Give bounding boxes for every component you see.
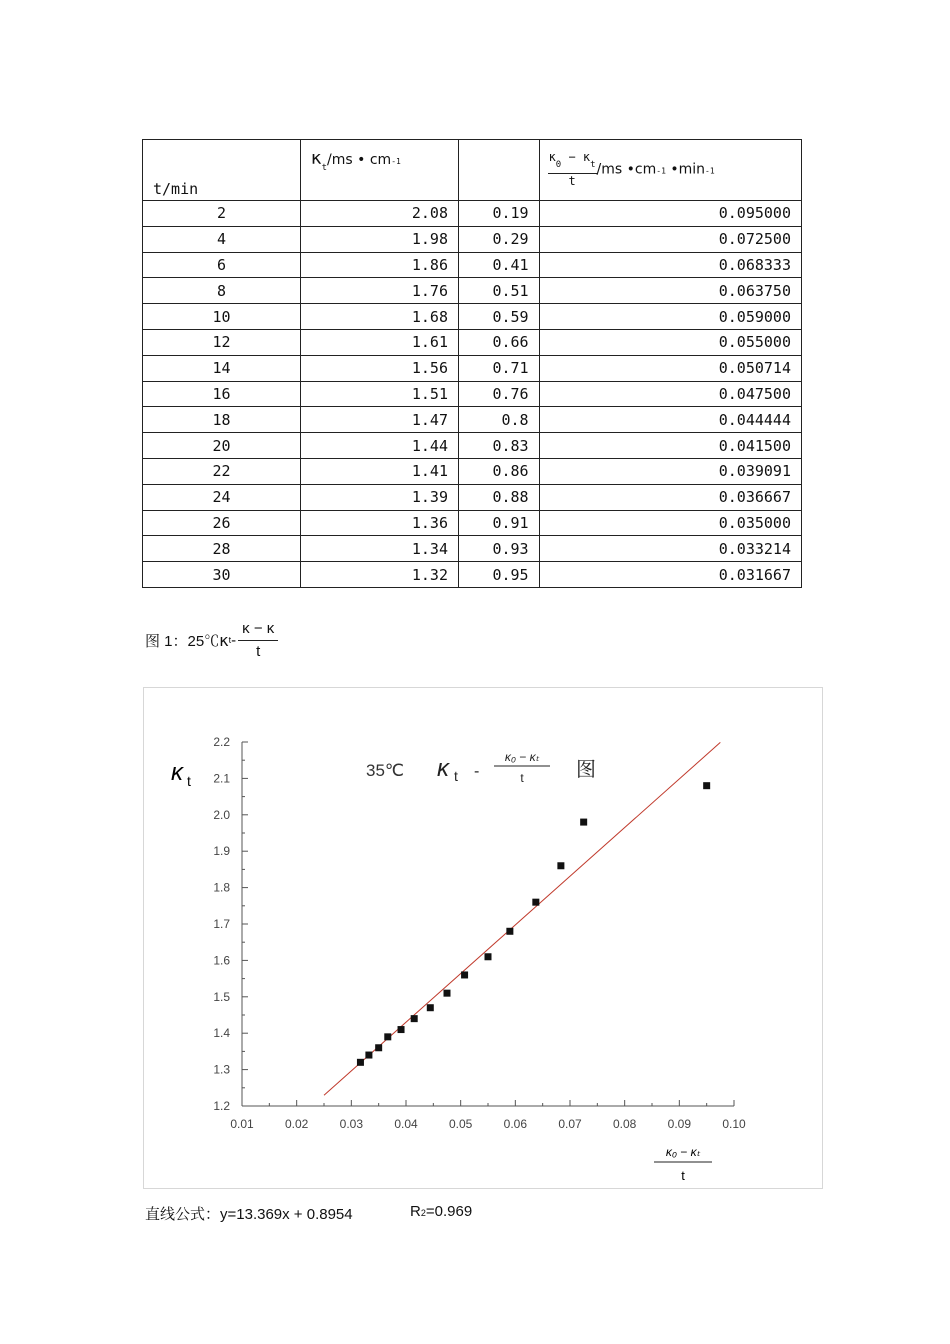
table-row [143,201,802,227]
x-tick-label: 0.09 [667,1117,692,1131]
data-points-group [357,782,710,1066]
table-row [143,278,802,304]
table-row [143,304,802,330]
cell-time: 14 [143,355,301,381]
cell-difference: 0.51 [459,278,540,304]
cell-difference: 0.66 [459,329,540,355]
cell-rate: 0.031667 [539,562,801,588]
header-time: t/min [143,140,301,201]
equation-line [145,1203,473,1224]
cell-rate: 0.059000 [539,304,801,330]
equation-text: 直线公式：y=13.369x + 0.8954 [145,1206,353,1223]
data-point [461,971,468,978]
cell-difference: 0.59 [459,304,540,330]
table-row [143,381,802,407]
cell-time: 18 [143,407,301,433]
cell-time: 6 [143,252,301,278]
data-table [142,139,802,588]
chart-title: 35℃ [366,761,405,780]
data-point [411,1015,418,1022]
data-point [375,1044,382,1051]
cell-rate: 0.035000 [539,510,801,536]
table-header-row [143,140,802,201]
cell-conductivity: 1.51 [301,381,459,407]
cell-time: 8 [143,278,301,304]
cell-conductivity: 1.98 [301,226,459,252]
caption-kappa: κ [219,630,229,650]
r-squared: R2=0.969 [410,1203,473,1220]
data-point [532,899,539,906]
cell-difference: 0.19 [459,201,540,227]
cell-rate: 0.041500 [539,433,801,459]
data-point [485,953,492,960]
table-row [143,510,802,536]
cell-difference: 0.83 [459,433,540,459]
cell-rate: 0.036667 [539,484,801,510]
x-tick-label: 0.08 [612,1117,637,1131]
table-row [143,407,802,433]
cell-difference: 0.71 [459,355,540,381]
cell-rate: 0.044444 [539,407,801,433]
y-axis-label-sub: t [187,773,191,789]
fit-line [324,742,720,1095]
x-tick-label: 0.05 [448,1117,473,1131]
cell-difference: 0.91 [459,510,540,536]
x-tick-label: 0.02 [284,1117,309,1131]
cell-difference: 0.41 [459,252,540,278]
x-axis-label-den: t [681,1168,685,1183]
cell-time: 16 [143,381,301,407]
cell-difference: 0.8 [459,407,540,433]
table-body [143,201,802,588]
x-tick-label: 0.10 [722,1117,746,1131]
cell-rate: 0.033214 [539,536,801,562]
table-row [143,536,802,562]
cell-rate: 0.063750 [539,278,801,304]
cell-rate: 0.072500 [539,226,801,252]
table-row [143,355,802,381]
cell-difference: 0.86 [459,458,540,484]
y-tick-label: 1.3 [213,1062,230,1077]
x-tick-label: 0.03 [339,1117,364,1131]
cell-conductivity: 1.86 [301,252,459,278]
table-row [143,458,802,484]
cell-difference: 0.95 [459,562,540,588]
y-tick-label: 1.7 [213,917,230,931]
y-tick-label: 2.2 [213,735,230,749]
cell-conductivity: 1.47 [301,407,459,433]
cell-time: 4 [143,226,301,252]
caption-fraction: $\frac{\kappa - \kappa}{t}$ [238,618,278,663]
cell-time: 2 [143,201,301,227]
cell-conductivity: 1.61 [301,329,459,355]
chart-axes [213,735,746,1131]
chart-title-frac-den: t [520,771,524,785]
y-tick-label: 2.1 [213,771,230,786]
data-point [557,862,564,869]
header-conductivity: $\kappa_t/ms$ • cm-1 [301,140,459,201]
data-point [365,1052,372,1059]
data-point [398,1026,405,1033]
cell-difference: 0.88 [459,484,540,510]
cell-conductivity: 2.08 [301,201,459,227]
cell-rate: 0.095000 [539,201,801,227]
chart-title-suffix: 图 [576,759,596,781]
table-row [143,562,802,588]
cell-time: 22 [143,458,301,484]
chart-title-dash: - [474,763,480,780]
y-tick-label: 2.0 [213,807,230,822]
cell-difference: 0.93 [459,536,540,562]
y-tick-label: 1.5 [213,989,230,1004]
rate-fraction: $\frac{\kappa_0 - \kappa_t}{t}$ [548,150,596,188]
y-tick-label: 1.4 [213,1026,230,1041]
cell-conductivity: 1.68 [301,304,459,330]
cell-rate: 0.055000 [539,329,801,355]
chart-title-frac-num: κ₀ − κₜ [504,750,540,764]
cell-rate: 0.039091 [539,458,801,484]
data-point [580,819,587,826]
cell-conductivity: 1.44 [301,433,459,459]
y-tick-label: 1.9 [213,844,230,859]
chart-container [143,687,823,1189]
x-tick-label: 0.04 [394,1117,418,1131]
cell-time: 24 [143,484,301,510]
cell-time: 10 [143,304,301,330]
x-axis-label-num: κ₀ − κₜ [665,1145,701,1159]
cell-rate: 0.047500 [539,381,801,407]
cell-time: 12 [143,329,301,355]
y-axis-label: κ [171,759,183,786]
cell-conductivity: 1.76 [301,278,459,304]
chart-title-sub: t [454,768,458,784]
cell-conductivity: 1.41 [301,458,459,484]
figure-caption: 图 1：25℃ κ t - $\frac{\kappa - \kappa}{t}$ [145,615,278,665]
data-point [444,990,451,997]
cell-time: 26 [143,510,301,536]
cell-conductivity: 1.56 [301,355,459,381]
header-difference [459,140,540,201]
x-tick-label: 0.07 [558,1117,582,1131]
cell-time: 28 [143,536,301,562]
cell-conductivity: 1.34 [301,536,459,562]
table-row [143,484,802,510]
chart-title-kappa: κ [437,755,449,782]
cell-conductivity: 1.39 [301,484,459,510]
scatter-chart [144,688,822,1188]
header-rate: $\frac{\kappa_0 - \kappa_t}{t}$ /ms •cm-1 •min-1 [539,140,801,201]
fit-line-group [324,742,720,1095]
table-row [143,433,802,459]
cell-rate: 0.050714 [539,355,801,381]
caption-prefix: 图 1：25℃ [145,632,220,650]
x-tick-label: 0.01 [230,1117,254,1131]
table-row [143,329,802,355]
data-point [384,1033,391,1040]
y-tick-label: 1.6 [213,953,230,968]
data-point [357,1059,364,1066]
y-tick-label: 1.8 [213,880,230,895]
table-row [143,226,802,252]
x-tick-label: 0.06 [503,1117,528,1131]
cell-conductivity: 1.32 [301,562,459,588]
data-point [703,782,710,789]
data-point [427,1004,434,1011]
cell-difference: 0.29 [459,226,540,252]
cell-conductivity: 1.36 [301,510,459,536]
data-point [506,928,513,935]
cell-time: 30 [143,562,301,588]
y-tick-label: 1.2 [213,1099,230,1113]
table-row [143,252,802,278]
cell-rate: 0.068333 [539,252,801,278]
cell-difference: 0.76 [459,381,540,407]
cell-time: 20 [143,433,301,459]
